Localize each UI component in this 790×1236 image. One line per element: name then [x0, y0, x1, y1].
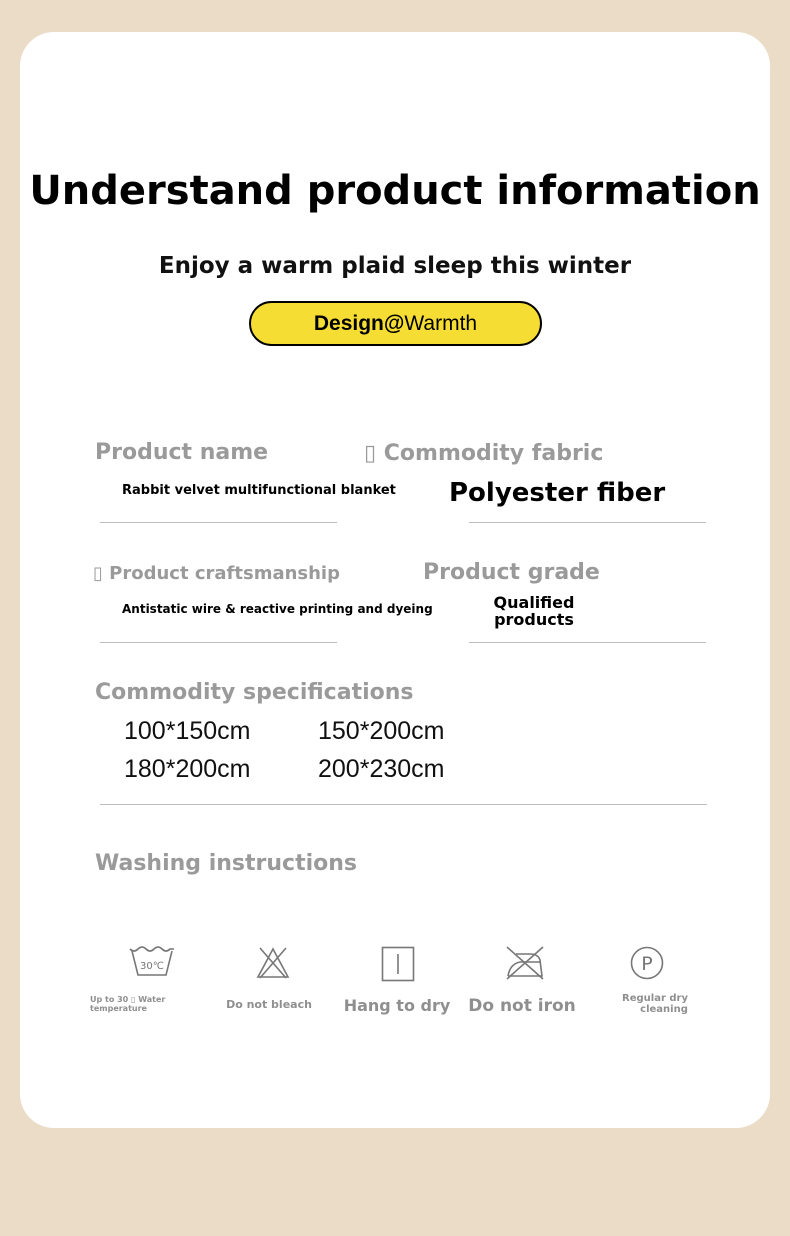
- wash-caption: temperature: [90, 1004, 147, 1013]
- wash-caption: Up to 30 ▯ Water: [90, 995, 166, 1004]
- page-subtitle: Enjoy a warm plaid sleep this winter: [158, 253, 632, 279]
- grade-label: Product grade: [423, 560, 600, 585]
- craft-value: Antistatic wire & reactive printing and dyeing: [122, 602, 433, 616]
- no-bleach-icon: [255, 946, 291, 980]
- dry-clean-caption: cleaning: [640, 1004, 688, 1015]
- no-bleach-caption: Do not bleach: [226, 998, 312, 1011]
- fabric-label: ▯ Commodity fabric: [364, 441, 604, 466]
- pill-text: Warmth: [404, 311, 478, 335]
- divider: [100, 642, 337, 643]
- pill-bold-text: Design@: [313, 311, 405, 335]
- hang-dry-icon: [381, 946, 415, 982]
- divider: [469, 522, 706, 523]
- grade-value-line2: products: [494, 610, 574, 629]
- spec-size: 200*230cm: [318, 755, 445, 783]
- page-title: Understand product information: [29, 168, 761, 214]
- product-name-label: Product name: [95, 440, 269, 465]
- hang-dry-caption: Hang to dry: [343, 996, 451, 1015]
- no-iron-icon: [504, 944, 546, 982]
- fabric-value: Polyester fiber: [449, 478, 666, 508]
- divider: [100, 522, 337, 523]
- product-name-value: Rabbit velvet multifunctional blanket: [122, 483, 396, 498]
- spec-size: 100*150cm: [124, 717, 251, 745]
- divider: [100, 804, 707, 805]
- specs-label: Commodity specifications: [95, 680, 414, 705]
- no-iron-caption: Do not iron: [468, 996, 576, 1016]
- craft-label: ▯ Product craftsmanship: [93, 563, 340, 584]
- wash-30-icon: [128, 945, 176, 979]
- brand-pill: [249, 301, 542, 346]
- washing-label: Washing instructions: [95, 851, 357, 876]
- grade-value-line1: Qualified: [493, 593, 575, 612]
- dry-clean-icon: [630, 946, 664, 980]
- dry-clean-caption: Regular dry: [622, 993, 688, 1004]
- wash-temp-text: 30℃: [140, 961, 164, 972]
- dry-clean-letter: P: [641, 953, 653, 975]
- spec-size: 150*200cm: [318, 717, 445, 745]
- divider: [469, 642, 706, 643]
- spec-size: 180*200cm: [124, 755, 251, 783]
